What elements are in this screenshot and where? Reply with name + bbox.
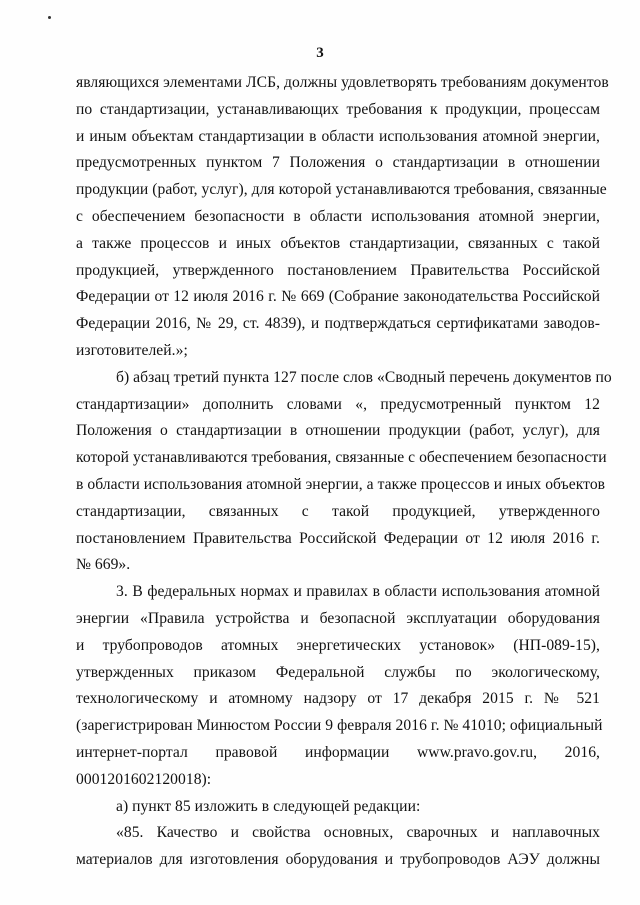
text-line: предусмотренных пунктом 7 Положения о стандартизации в отношении	[76, 154, 600, 172]
text-line: Федерации 2016, № 29, ст. 4839), и подтверждаться сертификатами заводов-	[76, 315, 600, 333]
text-line: 3. В федеральных нормах и правилах в области использования атомной	[116, 583, 600, 601]
text-line: продукцией, утвержденного постановлением Правительства Российской	[76, 261, 600, 279]
text-line: б) абзац третий пункта 127 после слов «Сводный перечень документов по	[116, 368, 612, 386]
paragraph-section-3	[76, 579, 603, 793]
text-line: стандартизации, связанных с такой продукцией, утвержденного	[76, 502, 600, 520]
text-line: и иным объектам стандартизации в области использования атомной энергии,	[76, 127, 600, 145]
text-line: «85. Качество и свойства основных, сварочных и наплавочных	[116, 824, 600, 842]
text-line: материалов для изготовления оборудования и трубопроводов АЭУ должны	[76, 851, 600, 869]
text-line: интернет-портал правовой информации www.pravo.gov.ru, 2016,	[76, 743, 600, 761]
text-line: 0001201602120018):	[76, 770, 212, 788]
text-line: и трубопроводов атомных энергетических установок» (НП-089-15),	[76, 636, 600, 654]
text-line: технологическому и атомному надзору от 17 декабря 2015 г. № 521	[76, 690, 600, 708]
text-line: стандартизации» дополнить словами «, предусмотренный пунктом 12	[76, 395, 600, 413]
text-line: с обеспечением безопасности в области использования атомной энергии,	[76, 207, 600, 225]
text-line: энергии «Правила устройства и безопасной эксплуатации оборудования	[76, 609, 600, 627]
text-line: по стандартизации, устанавливающих требования к продукции, процессам	[76, 100, 600, 118]
text-line: Федерации от 12 июля 2016 г. № 669 (Собрание законодательства Российской	[76, 288, 600, 306]
text-line: утвержденных приказом Федеральной службы по экологическому,	[76, 663, 600, 681]
text-line: изготовителей.»;	[76, 341, 188, 359]
scan-speck	[48, 16, 51, 19]
paragraph-continuation	[76, 70, 609, 365]
text-line: в области использования атомной энергии, а также процессов и иных объектов	[76, 475, 606, 493]
text-line: (зарегистрирован Минюстом России 9 февраля 2016 г. № 41010; официальный	[76, 717, 603, 735]
text-line: которой устанавливаются требования, связанные с обеспечением безопасности	[76, 449, 607, 467]
text-line: продукции (работ, услуг), для которой устанавливаются требования, связанные	[76, 181, 607, 199]
document-body	[76, 70, 612, 874]
text-line: а) пункт 85 изложить в следующей редакции:	[116, 797, 421, 815]
text-line: № 669».	[76, 556, 131, 574]
text-line: являющихся элементами ЛСБ, должны удовлетворять требованиям документов	[76, 74, 609, 91]
paragraph-point-85	[76, 820, 600, 874]
paragraph-item-a	[76, 794, 600, 821]
page-number: 3	[316, 45, 324, 61]
text-line: Положения о стандартизации в отношении продукции (работ, услуг), для	[76, 422, 600, 440]
text-line: а также процессов и иных объектов стандартизации, связанных с такой	[76, 234, 600, 252]
text-line: постановлением Правительства Российской Федерации от 12 июля 2016 г.	[76, 529, 600, 547]
paragraph-item-b	[76, 365, 612, 579]
